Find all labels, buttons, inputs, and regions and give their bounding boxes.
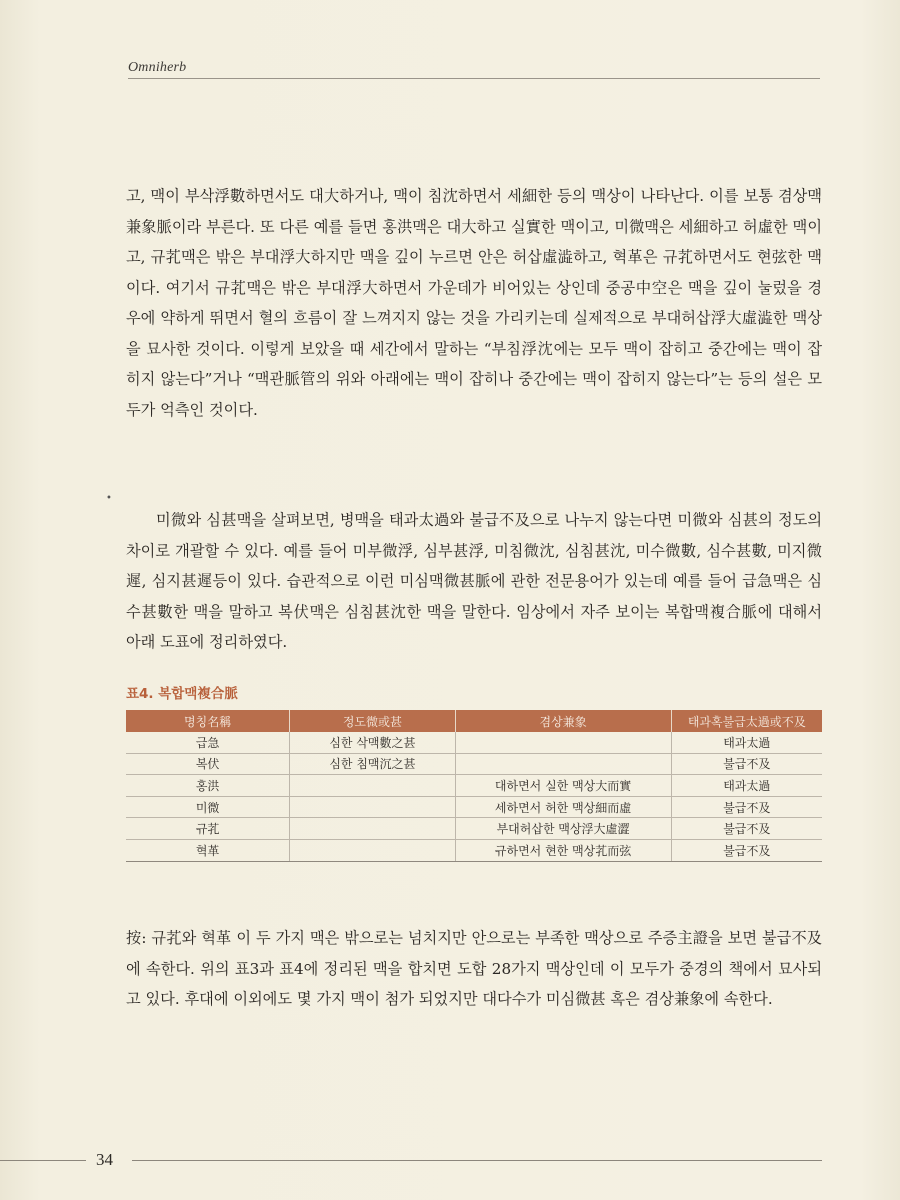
table-cell: 불급不及 <box>671 796 822 818</box>
table-caption: 표4. 복합맥複合脈 <box>126 686 238 702</box>
table-cell: 부대허삽한 맥상浮大虛澀 <box>455 818 671 840</box>
table-cell <box>455 753 671 775</box>
column-header-degree: 정도微或甚 <box>290 710 455 732</box>
table-cell: 홍洪 <box>126 775 290 797</box>
table-cell: 복伏 <box>126 753 290 775</box>
table-row <box>126 775 822 797</box>
paragraph-2: 미微와 심甚맥을 살펴보면, 병맥을 태과太過와 불급不及으로 나누지 않는다면 미微와 심甚의 정도의 차이로 개괄할 수 있다. 예를 들어 미부微浮, 심부甚浮, 미침微沈, 심침甚沈, 미수微數, 심수甚數, 미지微遲, 심지甚遲등이 있다. 습관적으로 이런 미심맥微甚脈에 관한 전문용어가 있는데 예를 들어 급急맥은 심수甚數한 맥을 말하고 복伏맥은 심침甚沈한 맥을 말한다. 임상에서 자주 보이는 복합맥複合脈에 대해서 아래 도표에 정리하였다. <box>126 511 822 651</box>
footer-rule-right <box>132 1160 822 1161</box>
table-cell: 세하면서 허한 맥상細而虛 <box>455 796 671 818</box>
table-cell <box>290 818 455 840</box>
column-header-excess: 태과혹불급太過或不及 <box>671 710 822 732</box>
table-cell <box>455 732 671 753</box>
table-header-row <box>126 710 822 732</box>
paragraph-3: 按: 규芤와 혁革 이 두 가지 맥은 밖으로는 넘치지만 안으로는 부족한 맥상으로 주증主證을 보면 불급不及에 속한다. 위의 표3과 표4에 정리된 맥을 합치면 도합 28가지 맥상인데 이 모두가 중경의 책에서 묘사되고 있다. 후대에 이외에도 몇 가지 맥이 첨가 되었지만 대다수가 미심微甚 혹은 겸상兼象에 속한다. <box>126 929 822 1008</box>
column-header-name: 명칭名稱 <box>126 710 290 732</box>
footer-rule-left <box>0 1160 86 1161</box>
compound-pulse-table <box>126 710 822 862</box>
paragraph-1: 고, 맥이 부삭浮數하면서도 대大하거나, 맥이 침沈하면서 세細한 등의 맥상이 나타난다. 이를 보통 겸상맥兼象脈이라 부른다. 또 다른 예를 들면 홍洪맥은 대大하고 실實한 맥이고, 미微맥은 세細하고 허虛한 맥이고, 규芤맥은 밖은 부대浮大하지만 맥을 깊이 누르면 안은 허삽虛澁하고, 혁革은 규芤하면서도 현弦한 맥이다. 여기서 규芤맥은 밖은 부대浮大하면서 가운데가 비어있는 상인데 중공中空은 맥을 깊이 눌렀을 경우에 약하게 뛰면서 혈의 흐름이 잘 느껴지지 않는 것을 가리키는데 실제적으로 부대허삽浮大虛澁한 맥상을 묘사한 것이다. 이렇게 보았을 때 세간에서 말하는 “부침浮沈에는 모두 맥이 잡히고 중간에는 맥이 잡히지 않는다”거나 “맥관脈管의 위와 아래에는 맥이 잡히나 중간에는 맥이 잡히지 않는다”는 등의 설은 모두가 억측인 것이다. <box>126 187 822 419</box>
table-cell: 불급不及 <box>671 753 822 775</box>
table-row <box>126 839 822 861</box>
table-cell: 태과太過 <box>671 775 822 797</box>
table-row <box>126 753 822 775</box>
table-cell: 불급不及 <box>671 818 822 840</box>
running-header <box>128 60 820 80</box>
header-title: Omniherb <box>128 60 187 75</box>
table-cell: 심한 삭맥數之甚 <box>290 732 455 753</box>
table-cell: 미微 <box>126 796 290 818</box>
table-row <box>126 732 822 753</box>
table-cell: 급急 <box>126 732 290 753</box>
table-cell: 혁革 <box>126 839 290 861</box>
table-cell: 심한 침맥沉之甚 <box>290 753 455 775</box>
column-header-combined: 겸상兼象 <box>455 710 671 732</box>
table-cell: 불급不及 <box>671 839 822 861</box>
table-cell: 대하면서 실한 맥상大而實 <box>455 775 671 797</box>
page-number: 34 <box>96 1150 113 1169</box>
margin-mark: • <box>106 493 112 504</box>
header-rule <box>128 78 820 79</box>
table-cell: 규하면서 현한 맥상芤而弦 <box>455 839 671 861</box>
table-cell: 태과太過 <box>671 732 822 753</box>
table-cell <box>290 775 455 797</box>
table-row <box>126 796 822 818</box>
table-row <box>126 818 822 840</box>
table-cell <box>290 839 455 861</box>
table-cell: 규芤 <box>126 818 290 840</box>
table-cell <box>290 796 455 818</box>
